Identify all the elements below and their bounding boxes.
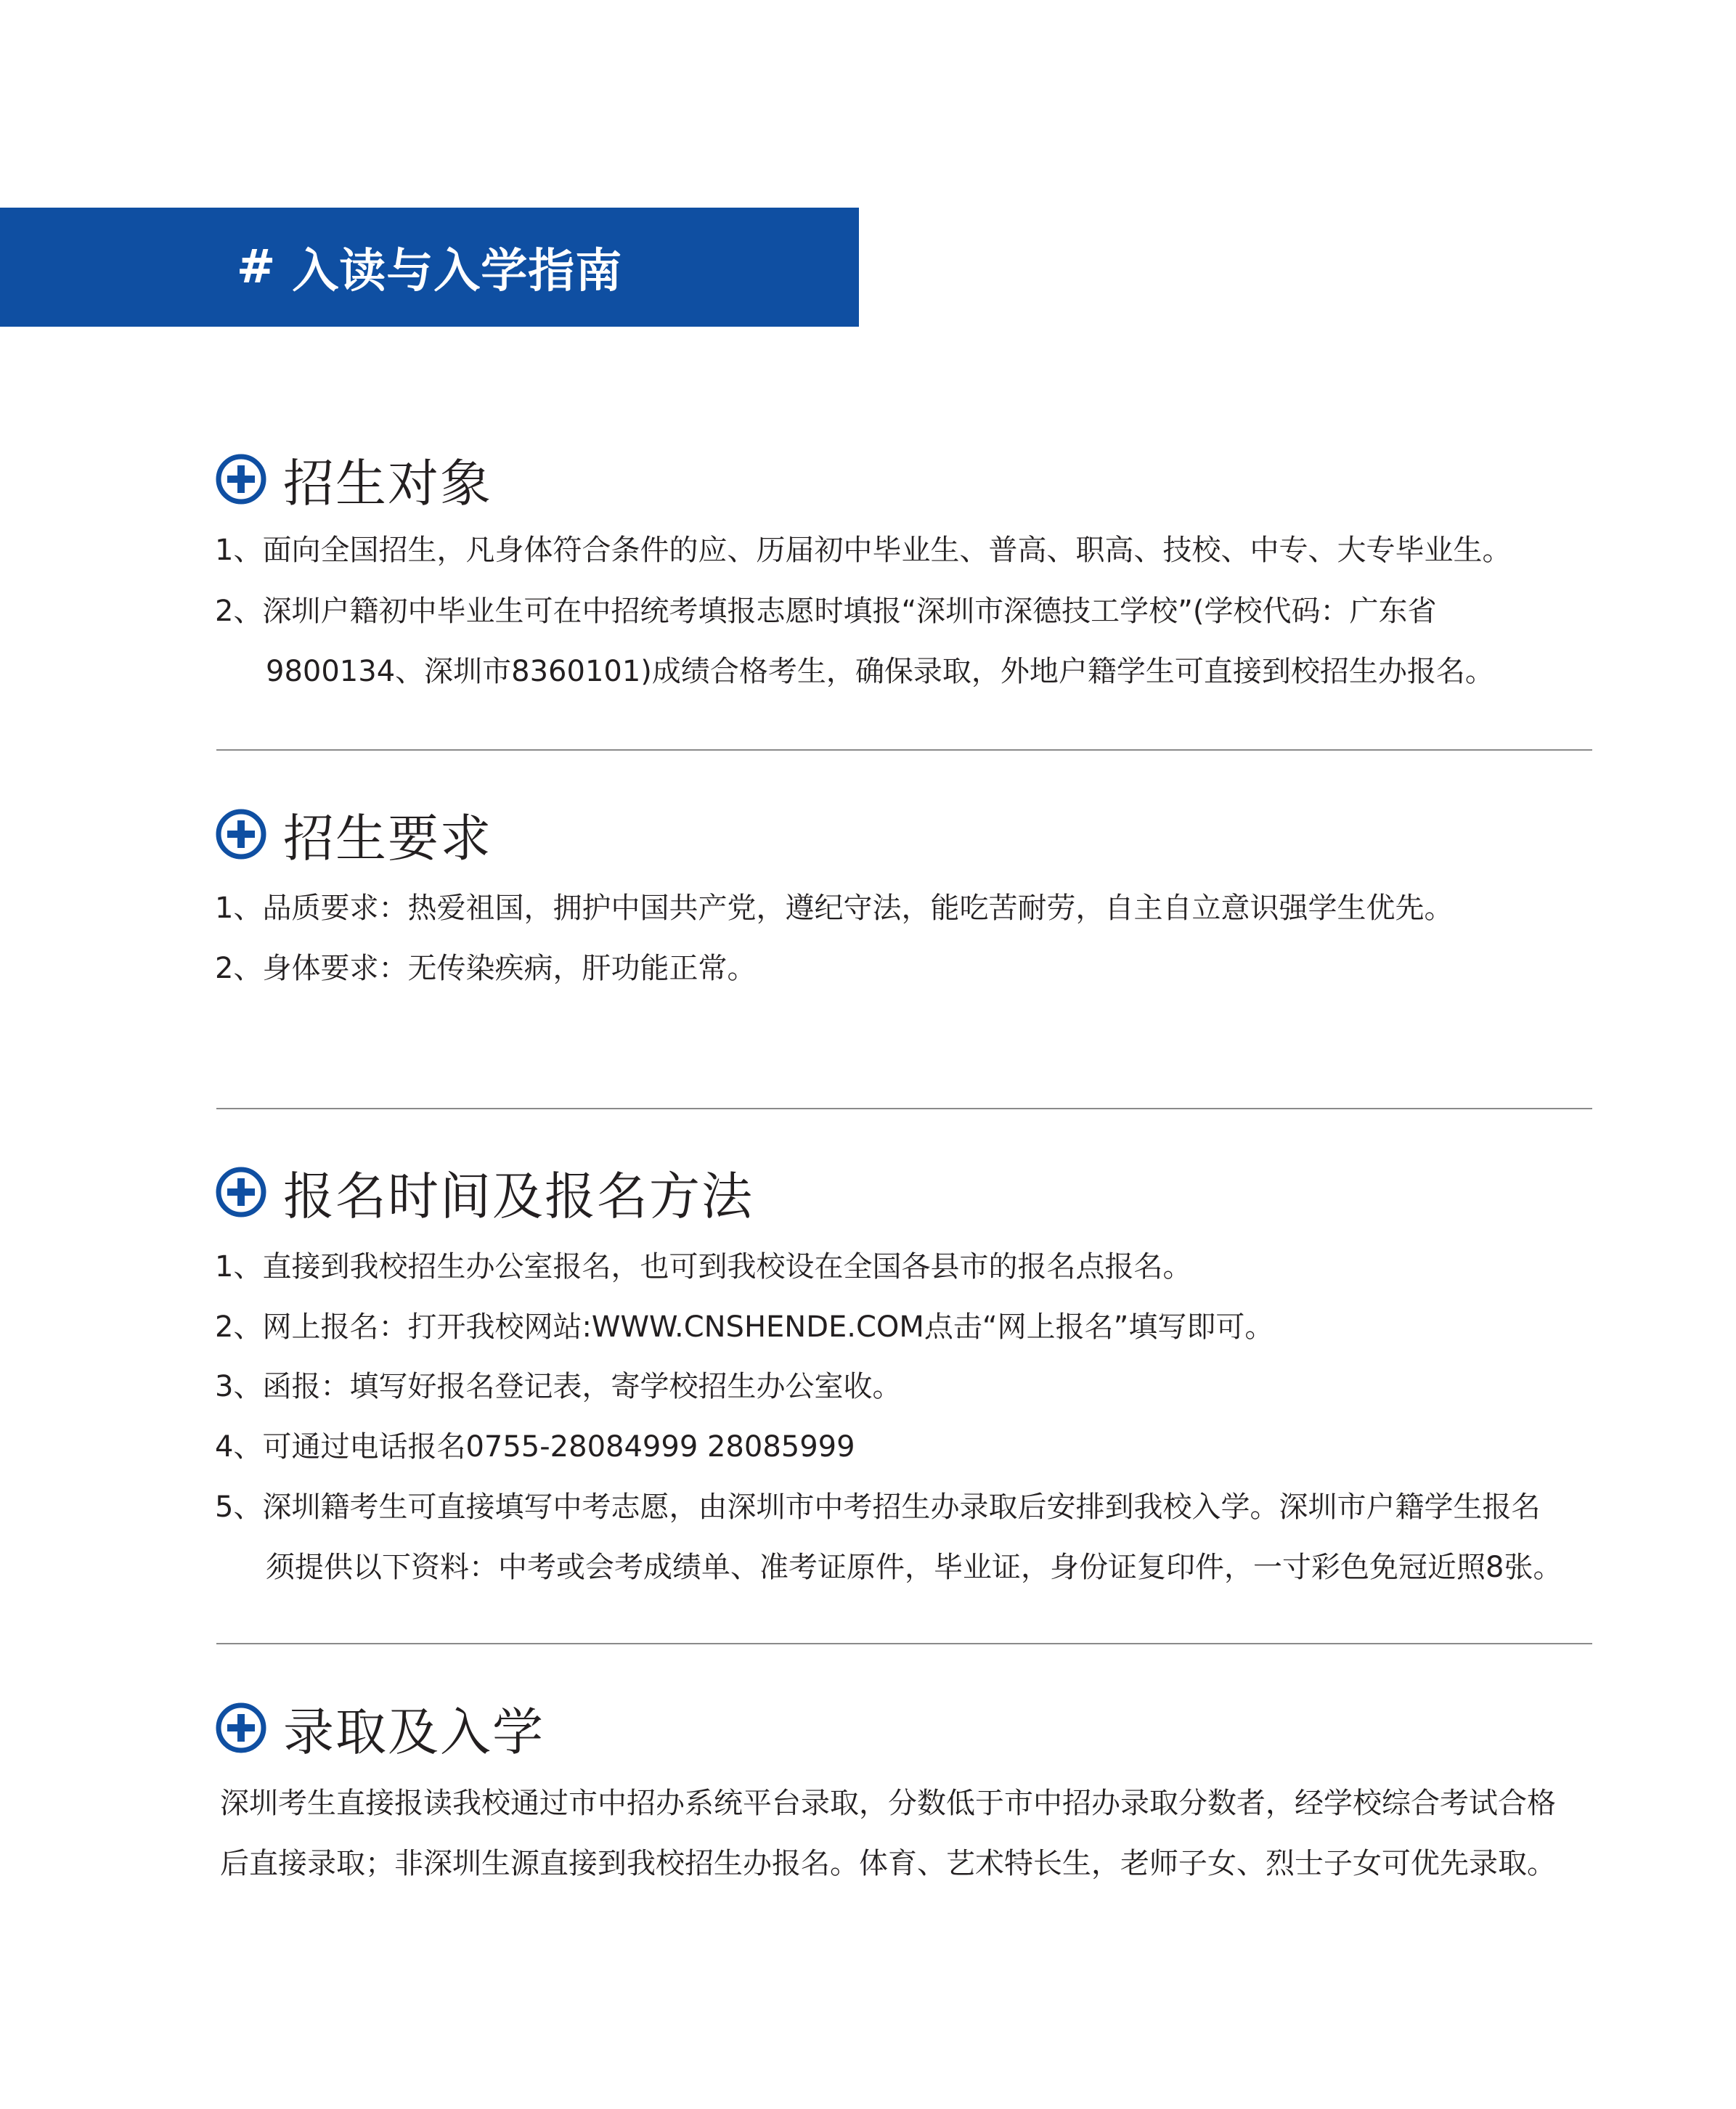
section-title: 报名时间及报名方法 xyxy=(283,1166,754,1226)
plus-circle-icon xyxy=(215,453,267,505)
list-item: 2、身体要求：无传染疾病，肝功能正常。 xyxy=(215,952,757,985)
list-item: 3、函报：填写好报名登记表，寄学校招生办公室收。 xyxy=(215,1370,902,1403)
list-item: 4、可通过电话报名0755-28084999 28085999 xyxy=(215,1430,855,1464)
plus-circle-icon xyxy=(215,1166,267,1218)
list-item: 2、网上报名：打开我校网站:WWW.CNSHENDE.COM点击“网上报名”填写即可。 xyxy=(215,1310,1274,1344)
section-title: 招生对象 xyxy=(283,453,492,513)
list-item: 1、品质要求：热爱祖国，拥护中国共产党，遵纪守法，能吃苦耐劳，自主自立意识强学生优先。 xyxy=(215,892,1454,925)
list-item-continuation: 须提供以下资料：中考或会考成绩单、准考证原件，毕业证，身份证复印件，一寸彩色免冠近照8张。 xyxy=(266,1551,1562,1584)
section-title: 录取及入学 xyxy=(283,1702,545,1762)
section-header-admission xyxy=(215,1692,545,1764)
banner-title: 入读与入学指南 xyxy=(292,245,623,298)
section-header-enrollment-targets xyxy=(215,443,492,515)
page-banner xyxy=(0,208,859,327)
paragraph-line: 后直接录取；非深圳生源直接到我校招生办报名。体育、艺术特长生，老师子女、烈士子女可优先录取。 xyxy=(220,1847,1556,1880)
list-item: 1、直接到我校招生办公室报名，也可到我校设在全国各县市的报名点报名。 xyxy=(215,1250,1192,1284)
list-item: 1、面向全国招生，凡身体符合条件的应、历届初中毕业生、普高、职高、技校、中专、大专毕业生。 xyxy=(215,534,1512,567)
section-header-enrollment-requirements xyxy=(215,798,492,870)
section-header-registration-methods xyxy=(215,1156,754,1228)
divider xyxy=(216,749,1592,751)
plus-circle-icon xyxy=(215,1702,267,1754)
banner-hash: # xyxy=(236,240,277,294)
list-item-continuation: 9800134、深圳市8360101)成绩合格考生，确保录取，外地户籍学生可直接到校招生办报名。 xyxy=(266,655,1494,688)
list-item: 2、深圳户籍初中毕业生可在中招统考填报志愿时填报“深圳市深德技工学校”(学校代码：广东省 xyxy=(215,595,1437,628)
paragraph-line: 深圳考生直接报读我校通过市中招办系统平台录取，分数低于市中招办录取分数者，经学校综合考试合格 xyxy=(220,1787,1556,1820)
plus-circle-icon xyxy=(215,808,267,860)
list-item: 5、深圳籍考生可直接填写中考志愿，由深圳市中考招生办录取后安排到我校入学。深圳市户籍学生报名 xyxy=(215,1490,1541,1524)
divider xyxy=(216,1643,1592,1644)
divider xyxy=(216,1108,1592,1109)
section-title: 招生要求 xyxy=(283,808,492,868)
